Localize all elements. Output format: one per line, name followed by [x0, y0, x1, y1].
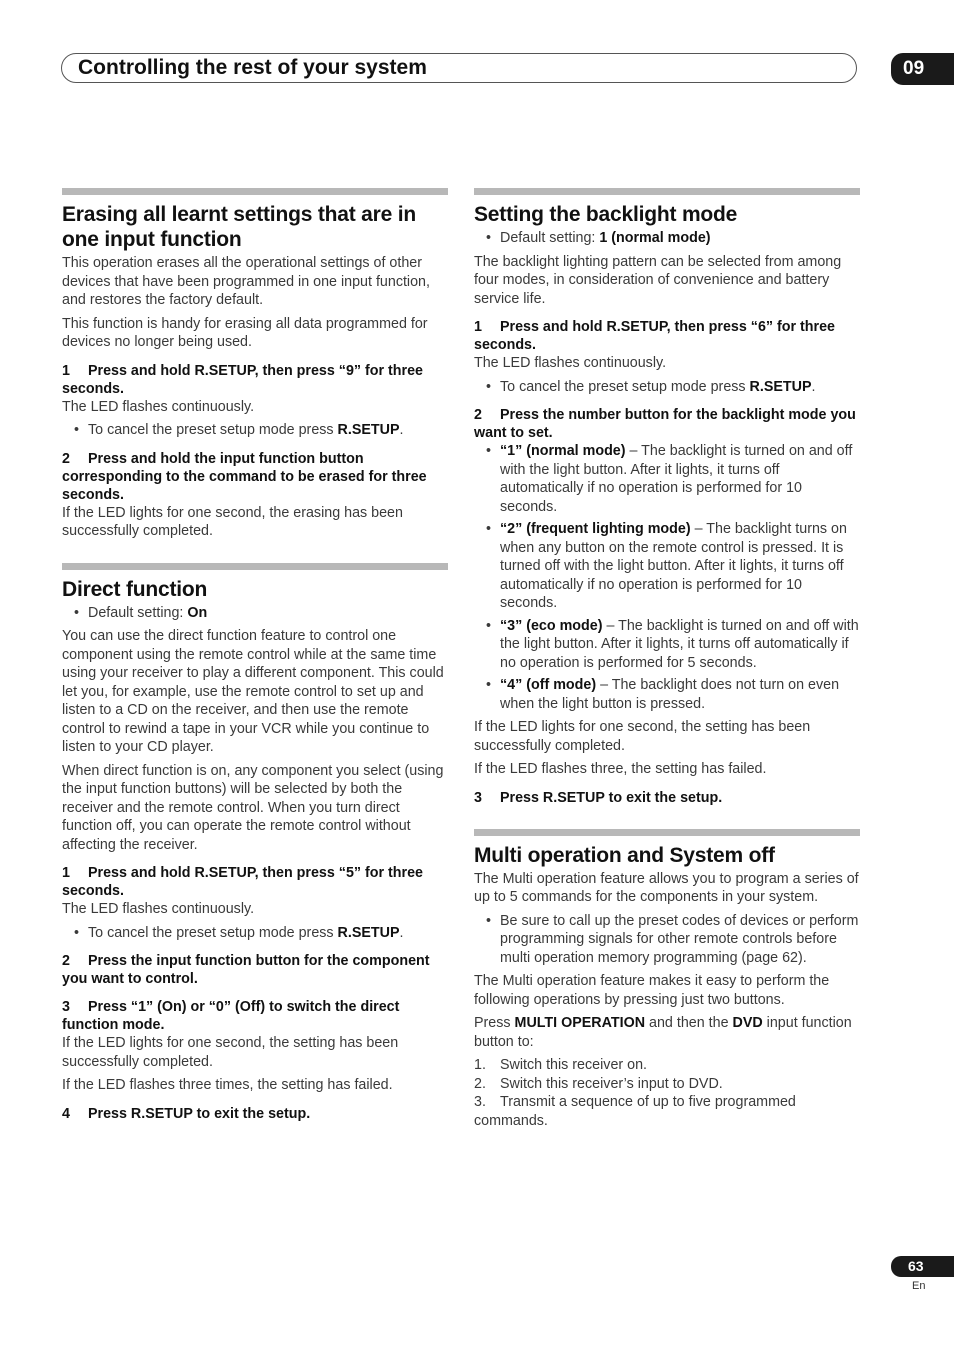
backlight-default — [474, 229, 860, 248]
section-direct — [62, 563, 448, 1123]
direct-step-3-result-1: If the LED lights for one second, the setting has been successfully completed. — [62, 1035, 399, 1070]
section-rule — [62, 563, 448, 570]
step-text: Press and hold R.SETUP, then press “9” for three seconds. — [62, 362, 424, 397]
step-number: 1 — [62, 865, 70, 881]
step-number: 2 — [62, 953, 70, 969]
section-backlight — [474, 188, 860, 807]
erase-step-1-result: The LED flashes continuously. — [62, 398, 255, 415]
language-label: En — [912, 1280, 926, 1292]
backlight-step-1 — [474, 318, 860, 354]
direct-step-4 — [62, 1105, 448, 1123]
direct-step-1 — [62, 864, 448, 900]
backlight-step-3 — [474, 789, 860, 807]
list-item: • Default setting: 1 (normal mode) — [486, 230, 711, 246]
backlight-step-2-result-1: If the LED lights for one second, the setting has been successfully completed. — [474, 719, 811, 754]
multi-p3: Press MULTI OPERATION and then the DVD input function button to: — [474, 1015, 852, 1050]
direct-step-3 — [62, 998, 448, 1034]
section-title-multi: Multi operation and System off — [474, 843, 775, 867]
header-title: Controlling the rest of your system — [78, 56, 427, 79]
direct-default — [62, 604, 448, 623]
step-text: Press R.SETUP to exit the setup. — [500, 789, 723, 806]
backlight-p1: The backlight lighting pattern can be selected from among four modes, in consideration of convenience and battery service life. — [474, 253, 842, 307]
page-number: 63 — [891, 1256, 954, 1277]
section-multi — [474, 829, 860, 1131]
multi-p1: The Multi operation feature allows you to program a series of up to 5 commands for the components in your system. — [474, 870, 859, 905]
step-text: Press and hold R.SETUP, then press “5” for three seconds. — [62, 865, 424, 899]
step-text: Press the input function button for the component you want to control. — [62, 953, 430, 987]
step-number: 2 — [62, 450, 70, 467]
direct-step-2 — [62, 952, 448, 988]
backlight-step-2-result-2: If the LED flashes three, the setting has failed. — [474, 761, 767, 777]
section-erase — [62, 188, 448, 541]
chapter-number: 09 — [891, 53, 954, 85]
erase-step-1 — [62, 362, 448, 398]
list-item: • “2” (frequent lighting mode) – The backlight turns on when any button on the remote control is pressed. It is turned off with the light button. After it lights, it turns off automatically if no operation is performed for 10 seconds. — [486, 521, 847, 611]
erase-note: This function is handy for erasing all data programmed for devices no longer being used. — [62, 315, 428, 350]
section-title-backlight: Setting the backlight mode — [474, 203, 738, 226]
multi-p2: The Multi operation feature makes it easy to perform the following operations by pressing just two buttons. — [474, 973, 830, 1008]
section-rule — [62, 188, 448, 195]
left-column — [62, 188, 448, 1145]
backlight-step-2 — [474, 406, 860, 442]
list-item: • “3” (eco mode) – The backlight is turned on and off with the light button. After it lights, it turns off automatically if no operation is performed for 5 seconds. — [486, 617, 859, 671]
step-number: 1 — [474, 319, 482, 335]
step-text: Press and hold the input function button corresponding to the command to be erased for three seconds. — [62, 450, 427, 503]
step-text: Press the number button for the backlight mode you want to set. — [474, 407, 856, 441]
list-item: • “4” (off mode) – The backlight does not turn on even when the light button is pressed. — [486, 677, 840, 712]
step-text: Press “1” (On) or “0” (Off) to switch the direct function mode. — [62, 999, 400, 1033]
erase-step-2 — [62, 450, 448, 504]
step-number: 1 — [62, 362, 70, 379]
section-title-direct: Direct function — [62, 577, 208, 601]
erase-step-1-bullets — [62, 421, 448, 440]
list-item: 1. Switch this receiver on. — [474, 1057, 647, 1073]
list-item: • To cancel the preset setup mode press R.SETUP. — [486, 378, 816, 395]
backlight-step-1-result: The LED flashes continuously. — [474, 355, 667, 371]
step-number: 4 — [62, 1105, 70, 1122]
rsetup-key: R.SETUP — [337, 924, 400, 941]
list-item: 3. Transmit a sequence of up to five programmed commands. — [474, 1094, 796, 1129]
rsetup-key: R.SETUP — [749, 378, 812, 395]
multi-list — [474, 1056, 860, 1130]
backlight-modes — [474, 442, 860, 713]
erase-step-2-result: If the LED lights for one second, the erasing has been successfully completed. — [62, 504, 403, 539]
multi-bullets — [474, 912, 860, 968]
step-text: Press and hold R.SETUP, then press “6” for three seconds. — [474, 319, 836, 353]
list-item: • To cancel the preset setup mode press R.SETUP. — [74, 924, 404, 941]
direct-step-1-result: The LED flashes continuously. — [62, 901, 255, 917]
direct-step-1-bullets — [62, 924, 448, 943]
step-number: 3 — [474, 789, 482, 806]
list-item: • “1” (normal mode) – The backlight is turned on and off with the light button. After it lights, it turns off automatically if no operation is performed for 10 seconds. — [486, 443, 853, 515]
step-text: Press R.SETUP to exit the setup. — [88, 1105, 311, 1122]
section-title-erase: Erasing all learnt settings that are in one input function — [62, 203, 416, 251]
erase-intro: This operation erases all the operational settings of other devices that have been programmed in one input function, and restores the factory default. — [62, 255, 430, 308]
step-number: 3 — [62, 999, 70, 1015]
direct-step-3-result-2: If the LED flashes three times, the setting has failed. — [62, 1077, 393, 1093]
section-rule — [474, 188, 860, 195]
backlight-step-1-bullets — [474, 378, 860, 397]
direct-p2: When direct function is on, any component you select (using the input function buttons) will be selected by both the receiver and the remote control. When you turn direct function off, you can operate the remote control without affecting the receiver. — [62, 762, 444, 853]
rsetup-key: R.SETUP — [337, 422, 400, 438]
step-number: 2 — [474, 407, 482, 423]
section-rule — [474, 829, 860, 836]
list-item: • To cancel the preset setup mode press R.SETUP. — [74, 422, 404, 438]
list-item: • Be sure to call up the preset codes of devices or perform programming signals for other remote controls before multi operation memory programming (page 62). — [486, 912, 859, 966]
list-item: • Default setting: On — [74, 604, 208, 621]
direct-p1: You can use the direct function feature to control one component using the remote control while at the same time using your receiver to play a different component. This could let you, for example, use the remote control to set up and listen to a CD on the receiver, and then use the remote control to rewind a tape in your VCR while you continue to listen to your CD player. — [62, 628, 444, 755]
right-column — [474, 188, 860, 1152]
list-item: 2. Switch this receiver’s input to DVD. — [474, 1075, 723, 1092]
